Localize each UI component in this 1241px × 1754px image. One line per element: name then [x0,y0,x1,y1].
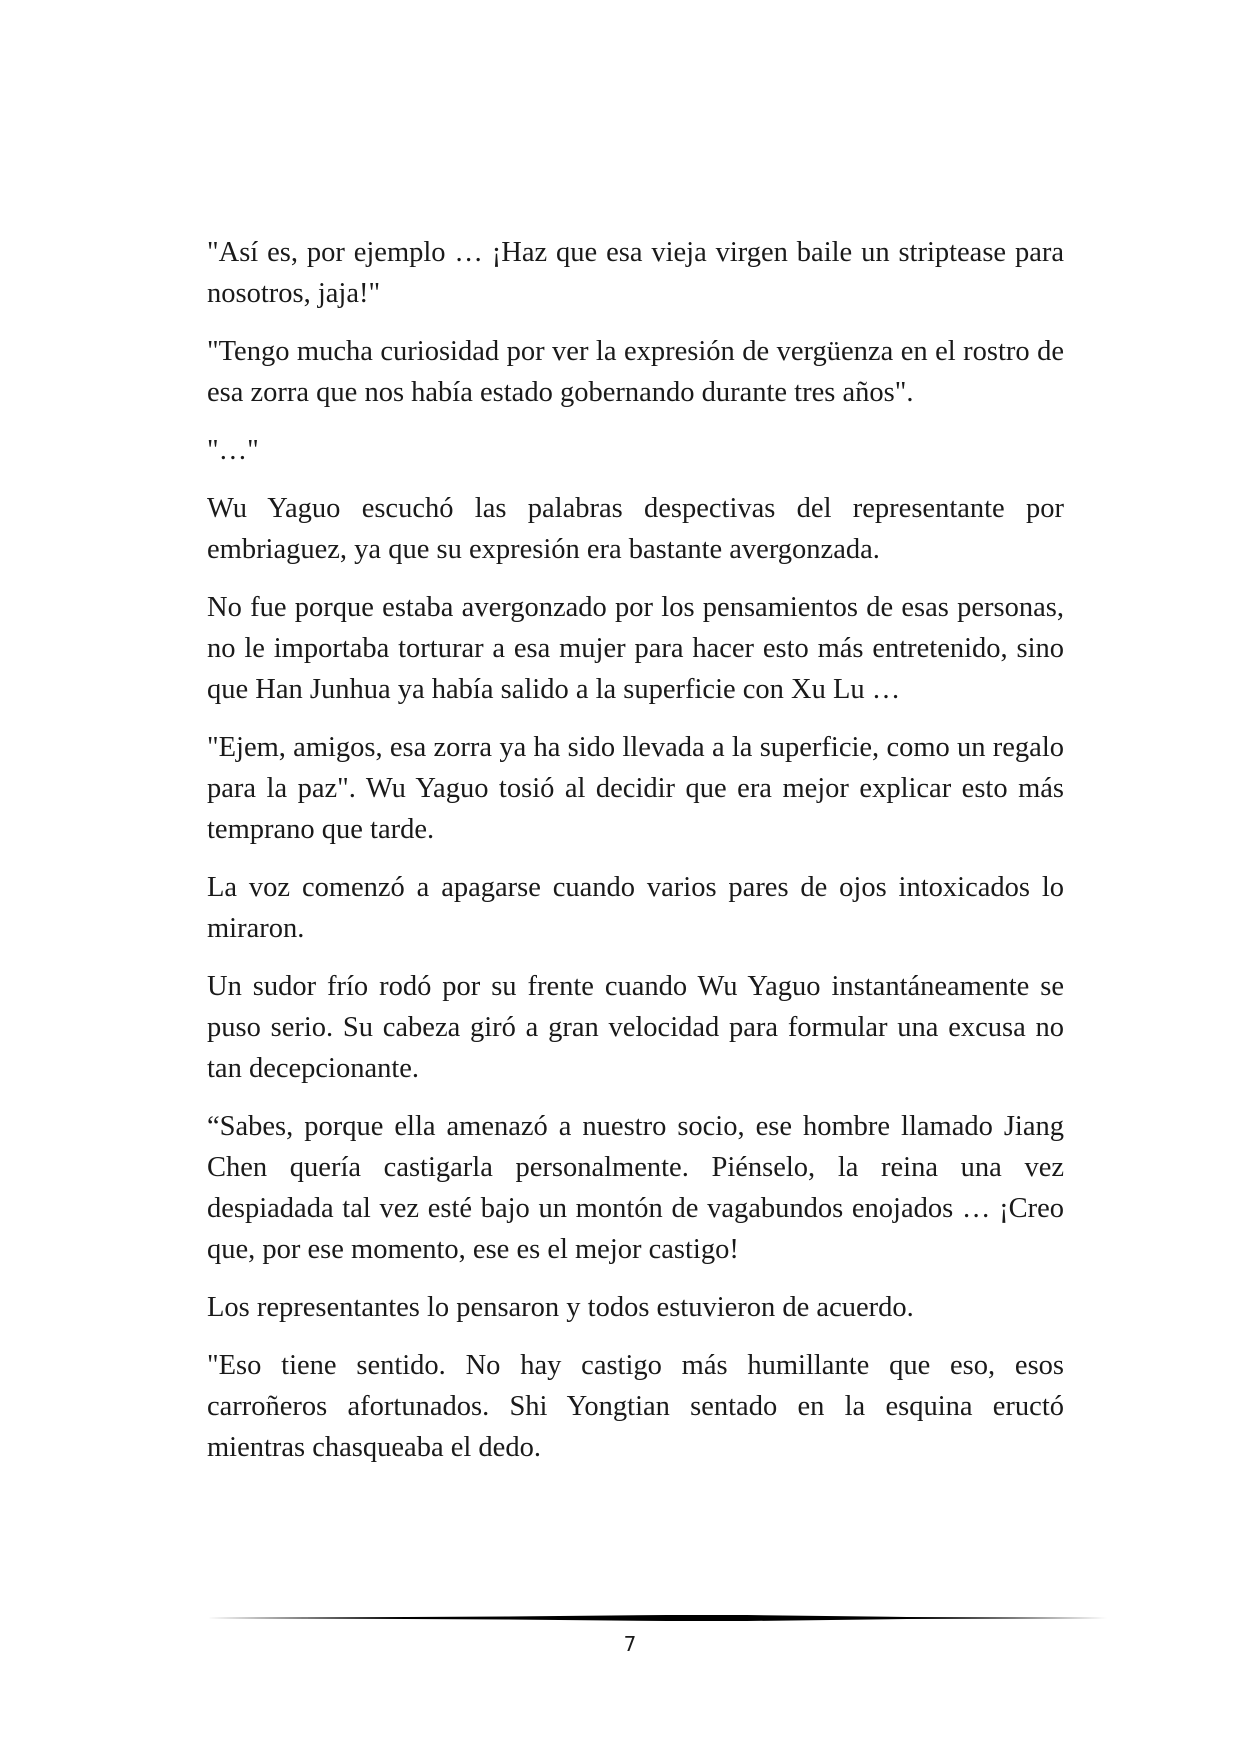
paragraph-10: Los representantes lo pensaron y todos estuvieron de acuerdo. [207,1292,914,1323]
page-number: 7 [623,1632,637,1656]
paragraph-6: "Ejem, amigos, esa zorra ya ha sido llevada a la superficie, como un regalo para la paz". Wu Yaguo tosió al decidir que era mejor explicar esto más temprano que tarde. [207,732,1064,845]
paragraph-4: Wu Yaguo escuchó las palabras despectivas del representante por embriaguez, ya que su expresión era bastante avergonzada. [207,493,1064,565]
paragraph-3: "…" [207,435,259,466]
paragraph-7: La voz comenzó a apagarse cuando varios pares de ojos intoxicados lo miraron. [207,872,1064,944]
paragraph-8: Un sudor frío rodó por su frente cuando Wu Yaguo instantáneamente se puso serio. Su cabeza giró a gran velocidad para formular una excusa no tan decepcionante. [207,971,1064,1084]
paragraph-5: No fue porque estaba avergonzado por los pensamientos de esas personas, no le importaba torturar a esa mujer para hacer esto más entretenido, sino que Han Junhua ya había salido a la superficie con Xu Lu … [207,592,1064,705]
body-text [207,232,1064,1485]
paragraph-9: “Sabes, porque ella amenazó a nuestro socio, ese hombre llamado Jiang Chen quería castigarla personalmente. Piénselo, la reina una vez despiadada tal vez esté bajo un montón de vagabundos enojados … ¡Creo que, por ese momento, ese es el mejor castigo! [207,1111,1064,1265]
paragraph-2: "Tengo mucha curiosidad por ver la expresión de vergüenza en el rostro de esa zorra que nos había estado gobernando durante tres años". [207,336,1064,408]
paragraph-11: "Eso tiene sentido. No hay castigo más humillante que eso, esos carroñeros afortunados. Shi Yongtian sentado en la esquina eructó mientras chasqueaba el dedo. [207,1350,1064,1463]
footer-divider [207,1612,1107,1624]
paragraph-1: "Así es, por ejemplo … ¡Haz que esa vieja virgen baile un striptease para nosotros, jaja!" [207,237,1064,309]
